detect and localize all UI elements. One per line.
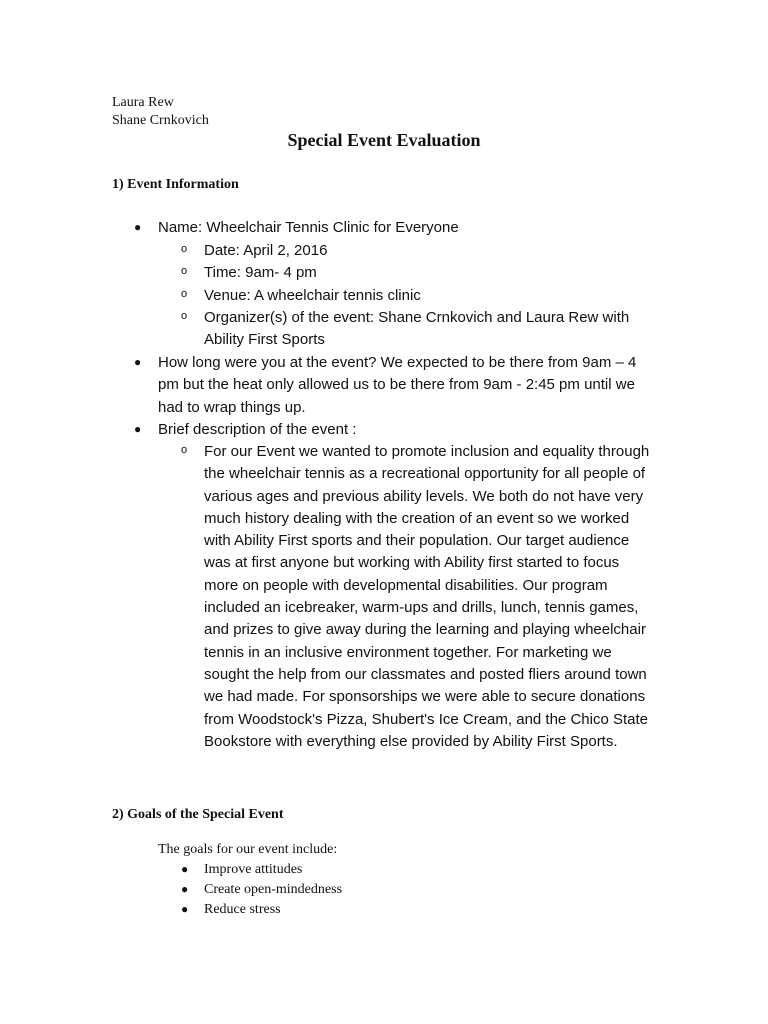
bullet-icon: ● bbox=[181, 862, 189, 876]
bullet-icon: ● bbox=[134, 355, 142, 369]
sub-bullet-icon: o bbox=[181, 265, 188, 277]
author-names bbox=[112, 94, 209, 130]
section-heading-event-information: 1) Event Information bbox=[112, 177, 239, 192]
goal-item: Improve attitudes bbox=[204, 862, 303, 877]
text-line: pm but the heat only allowed us to be there from 9am - 2:45 pm until we bbox=[158, 376, 635, 394]
sub-bullet-icon: o bbox=[181, 310, 188, 322]
bullet-icon: ● bbox=[181, 882, 189, 896]
event-time: Time: 9am- 4 pm bbox=[204, 264, 317, 281]
text-line: included an icebreaker, warm-ups and drills, lunch, tennis games, bbox=[204, 599, 639, 617]
event-duration bbox=[158, 352, 658, 419]
sub-bullet-icon: o bbox=[181, 243, 188, 255]
event-organizers bbox=[204, 307, 664, 352]
event-name: Name: Wheelchair Tennis Clinic for Everyone bbox=[158, 219, 459, 236]
text-line: sought the help from our classmates and posted fliers around town bbox=[204, 665, 647, 683]
document-title: Special Event Evaluation bbox=[287, 130, 481, 150]
text-line: and prizes to give away during the learning and playing wheelchair bbox=[204, 621, 646, 639]
bullet-icon: ● bbox=[181, 902, 189, 916]
event-date: Date: April 2, 2016 bbox=[204, 242, 328, 259]
text-line: we had made. For sponsorships we were able to secure donations bbox=[204, 688, 646, 706]
text-line: much history dealing with the creation of an event so we worked bbox=[204, 509, 630, 527]
goal-item: Create open-mindedness bbox=[204, 882, 343, 897]
text-line: was at first anyone but working with Ability first started to focus bbox=[204, 554, 620, 572]
sub-bullet-icon: o bbox=[181, 288, 188, 300]
text-line: How long were you at the event? We expected to be there from 9am – 4 bbox=[158, 354, 637, 371]
text-line: from Woodstock's Pizza, Shubert's Ice Cream, and the Chico State bbox=[204, 710, 648, 728]
goal-item: Reduce stress bbox=[204, 902, 281, 917]
author-name: Laura Rew bbox=[112, 95, 174, 110]
text-line: For our Event we wanted to promote inclusion and equality through bbox=[204, 443, 650, 460]
event-venue: Venue: A wheelchair tennis clinic bbox=[204, 287, 421, 304]
author-name: Shane Crnkovich bbox=[112, 113, 209, 128]
text-line: Ability First Sports bbox=[204, 331, 325, 349]
text-line: had to wrap things up. bbox=[158, 398, 306, 416]
text-line: tennis in an inclusive environment together. For marketing we bbox=[204, 643, 612, 661]
text-line: Bookstore with everything else provided by Ability First Sports. bbox=[204, 732, 618, 750]
section-heading-goals: 2) Goals of the Special Event bbox=[112, 807, 284, 822]
text-line: Organizer(s) of the event: Shane Crnkovich and Laura Rew with bbox=[204, 309, 630, 326]
text-line: more on people with developmental disabilities. Our program bbox=[204, 576, 608, 594]
text-line: with Ability First sports and their population. Our target audience bbox=[204, 532, 630, 550]
sub-bullet-icon: o bbox=[181, 444, 188, 456]
event-description bbox=[204, 441, 664, 753]
text-line: various ages and previous ability levels. We both do not have very bbox=[204, 487, 644, 505]
bullet-icon: ● bbox=[134, 422, 142, 436]
description-label: Brief description of the event : bbox=[158, 421, 357, 438]
goals-intro: The goals for our event include: bbox=[158, 842, 338, 857]
bullet-icon: ● bbox=[134, 220, 142, 234]
text-line: the wheelchair tennis as a recreational opportunity for all people of bbox=[204, 465, 646, 483]
